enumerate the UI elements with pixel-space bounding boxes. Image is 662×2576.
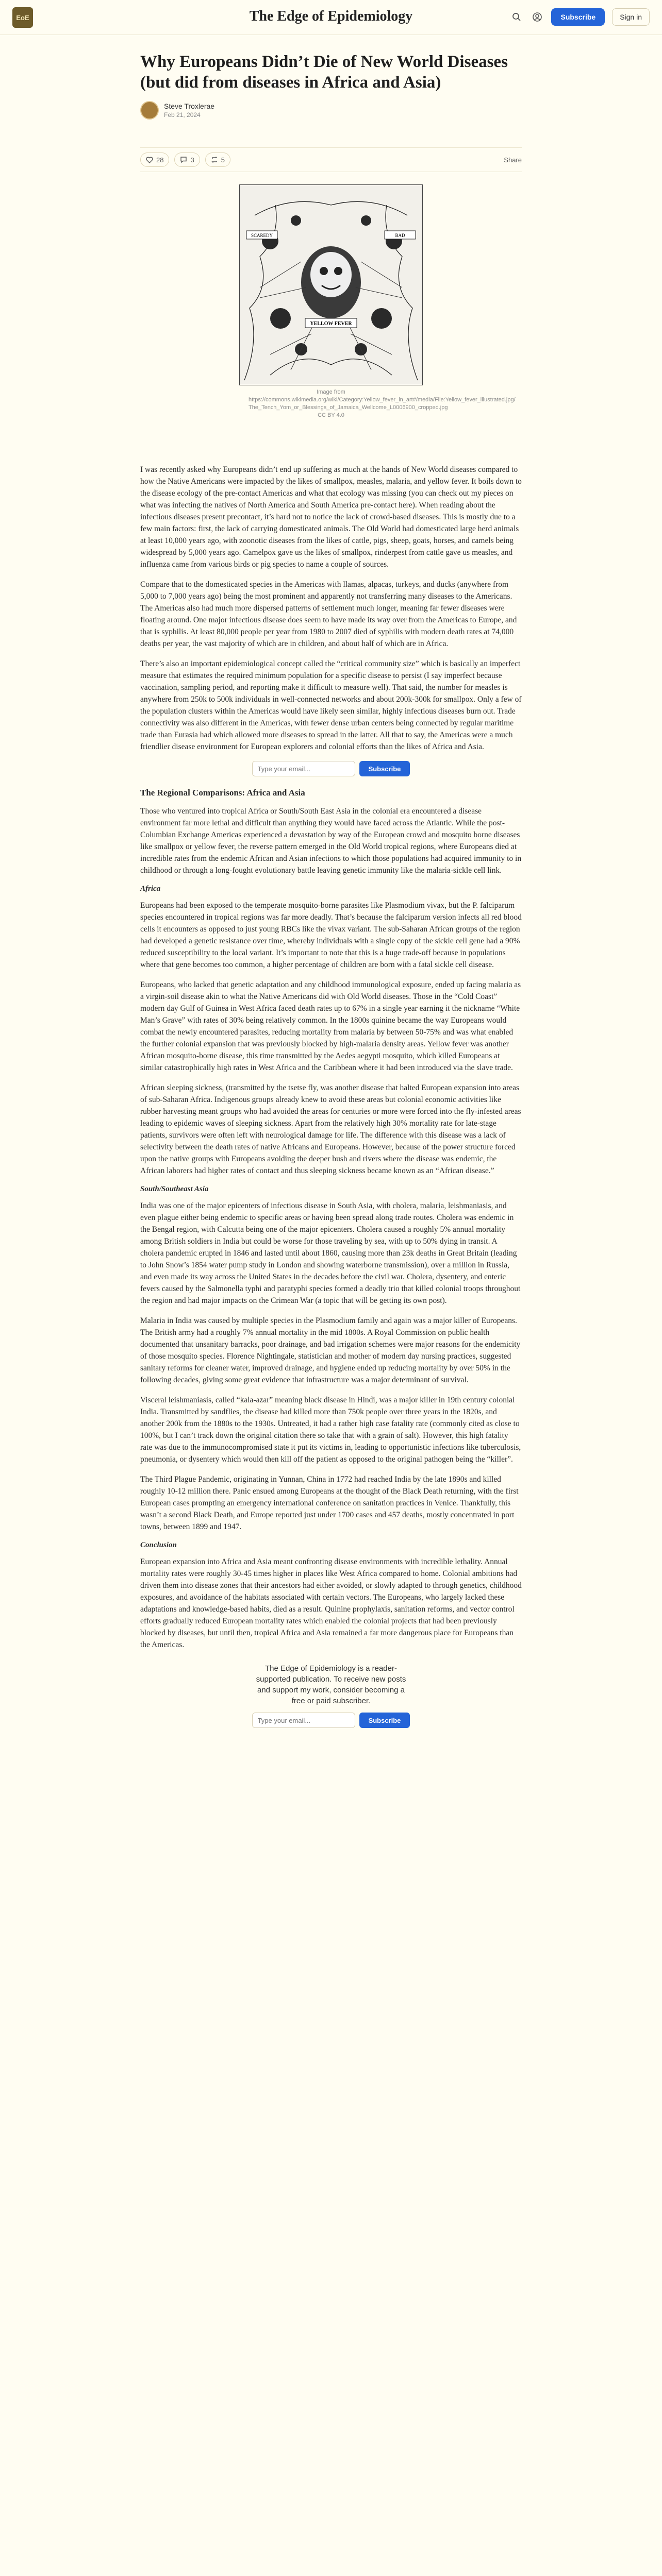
paragraph-4: Those who ventured into tropical Africa or South/South East Asia in the colonial era encountered a disease environment far more lethal and difficult than anything they would have faced across the Atlantic. While the post-Columbian Exchange Americas experienced a devastation by way of the European crowd and mosquito borne diseases like smallpox or yellow fever, the reverse pattern emerged in the Old World tropical regions, where Europeans died at incredible rates from the endemic African and Asian infections to which those populations had acquired immunity to in childhood or through a long-fought evolutionary battle leaving genetic immunity like the malaria-sickle cell link.	[140, 807, 522, 875]
sign-in-button[interactable]: Sign in	[612, 8, 650, 26]
heading-regional: The Regional Comparisons: Africa and Asia	[140, 788, 305, 798]
email-field[interactable]	[252, 761, 355, 776]
like-button[interactable]	[140, 152, 169, 167]
restack-icon	[211, 156, 218, 163]
paragraph-10: Visceral leishmaniasis, called “kala-azar” meaning black disease in Hindi, was a major killer in 19th century colonial India. Transmitted by sandflies, the disease had killed more than 750k people over three years in the 1820s, and another 200k from the 1880s to the 1930s. Untreated, it had a rather high case fatality rate (commonly cited as close to 100%, but I can’t track down the original citation there so take that with a grain of salt). However, this high fatality rate was due to the immunocompromised state it put its victims in, leading to opportunistic infections like tuberculosis, pneumonia, or dysentery which would then kill off the patient as opposed to the original pathogen being the “killer”.	[140, 1396, 521, 1464]
top-bar	[0, 0, 662, 35]
heading-africa: Africa	[140, 885, 161, 893]
publication-name[interactable]: The Edge of Epidemiology	[249, 8, 413, 24]
yellow-fever-illustration[interactable]	[239, 184, 423, 385]
top-actions	[510, 8, 650, 26]
label-left: SCAREDY	[251, 233, 273, 238]
paragraph-11: The Third Plague Pandemic, originating in Yunnan, China in 1772 had reached India by the late 1890s and killed roughly 10-12 million there. Panic ensued among Europeans at the thought of the Black Death returning, with the first European cases prompting an emergency international conference on sanitation practices in Venice. Thankfully, this wasn’t a second Black Death, and Europe reported just under 1700 cases and 457 deaths, mostly concentrated in port towns, between 1899 and 1947.	[140, 1475, 519, 1531]
inline-subscribe	[140, 761, 522, 776]
search-icon[interactable]	[510, 10, 523, 24]
paragraph-8: India was one of the major epicenters of infectious disease in South Asia, with cholera, malaria, leishmaniasis, and even plague either being endemic to specific areas or having been spread along trade routes. Cholera was endemic in the Bengal region, with Calcutta being one of the major epicenters. Cholera caused a roughly 5% annual mortality among British soldiers in India but could be worse for those traveling by sea, with up to 50% dying in transit. A cholera pandemic erupted in 1846 and lasted until about 1860, causing more than 23k deaths in Great Britain (leading to John Snow’s 1854 water pump study in London and showing waterborne transmission), over a million in Russia, and even made its way across the United States in the decades before the civil war. Cholera, dysentery, and enteric fevers caused by the Salmonella typhi and paratyphi species formed a deadly trio that killed colonial troops throughout the region and had major impacts on the Crimean War (a topic that will be getting its own post).	[140, 1201, 521, 1305]
cta-subscribe-button[interactable]: Subscribe	[359, 1713, 410, 1728]
paragraph-9: Malaria in India was caused by multiple species in the Plasmodium family and again was a major killer of Europeans. The British army had a roughly 7% annual mortality in the mid 1800s. A Royal Commission on public health documented that unsanitary barracks, poor drainage, and bad irrigation schemes were major reasons for the endemicity of those mosquito species. Florence Nightingale, statistician and mother of modern day nursing practices, suggested sanitary reforms for cleaner water, improved drainage, and hygiene ended up reducing mortality by over 50% in the following decades, giving some great evidence that infrastructure was a major determinant of survival.	[140, 1316, 521, 1384]
post-title: Why Europeans Didn’t Die of New World Diseases (but did from diseases in Africa and Asia)	[140, 53, 508, 92]
heading-south-asia: South/Southeast Asia	[140, 1185, 209, 1193]
cta-text: The Edge of Epidemiology is a reader-supported publication. To receive new posts and support my work, consider becoming a free or paid subscriber.	[256, 1664, 406, 1705]
account-icon[interactable]	[531, 10, 544, 24]
label-right: BAD	[395, 233, 405, 238]
image-caption: Image from https://commons.wikimedia.org/wiki/Category:Yellow_fever_in_art#/media/File:Yellow_fever_illustrated.jpg/ The_Tench_Yom_or_Blessings_of_Jamaica_Wellcome_L0006900_cropped.jpg CC BY 4.0	[249, 389, 516, 418]
post-body	[140, 464, 522, 1728]
paragraph-5: Europeans had been exposed to the temperate mosquito-borne parasites like Plasmodium vivax, but the P. falciparum species encountered in tropical regions was far more deadly. That’s because the falciparum version infects all red blood cells it encounters as opposed to just young RBCs like the vivax variant. The sub-Saharan African groups of the region had developed a genetic resistance over time, whereby individuals with a single copy of the sickle cell gene had a 90% reduced susceptibility to the local variant. It’s important to note that this is a huge trade-off because in populations where that gene becomes too common, a higher percentage of children are born with a fatal sickle cell disease.	[140, 901, 522, 969]
paragraph-6: Europeans, who lacked that genetic adaptation and any childhood immunological exposure, ended up facing malaria as a virgin-soil disease akin to what the Native Americans did with Old World diseases. Those in the “Cold Coast” modern day Gulf of Guinea in West Africa faced death rates up to 67% in a single year earning it the nickname “White Man’s Grave” with rates of 30% being relatively common. In the 1800s quinine became the way Europeans would combat the newly encountered parasites, reducing mortality from malaria by between 50-75% and was what enabled the further colonial expansion that was previously blocked by high-malaria density areas. Yellow fever was another African mosquito-borne disease, this time transmitted by the Aedes aegypti mosquito, which killed Europeans at similar catastrophically high rates in West Africa and the Caribbean where it had been introduced via the slave trade.	[140, 980, 521, 1072]
author-name[interactable]: Steve Troxlerae	[164, 102, 215, 110]
comment-button[interactable]	[174, 152, 200, 167]
paragraph-12: European expansion into Africa and Asia meant confronting disease environments with incredible lethality. Annual mortality rates were roughly 30-45 times higher in places like West Africa compared to home. Colonial ambitions had driven them into disease zones that their ancestors had either avoided, or slowly adapted to through genetics, childhood exposures, and avoidance of the habitats associated with certain vectors. The Europeans, who largely lacked these adaptations and knowledge-based habits, died as a result. Quinine prophylaxis, sanitation reforms, and vector control efforts gradually reduced European mortality rates which enabled the colonial projects that had been previously blocked by diseases, but until then, tropical Africa and Asia remained a far more dangerous place for Europeans than the Americas.	[140, 1557, 522, 1649]
comment-count: 3	[190, 156, 194, 164]
comment-icon	[180, 156, 187, 163]
subscribe-button[interactable]: Subscribe	[551, 8, 605, 26]
cta-email-field[interactable]	[252, 1713, 355, 1728]
byline	[140, 101, 522, 120]
share-button[interactable]: Share	[504, 156, 522, 164]
restack-count: 5	[221, 156, 225, 164]
paragraph-2: Compare that to the domesticated species in the Americas with llamas, alpacas, turkeys, and ducks (anywhere from 5,000 to 7,000 years ago) being the most prominent and apparently not transferring many diseases to the Americans. The Americas also had much more dispersed patterns of settlement much longer, meaning far fewer diseases were floating around. One major infectious disease does seem to have made its way over from the Americas to Europe, and that is syphilis. At least 80,000 people per year from 1980 to 2007 died of syphilis with modern death rates at 74,000 deaths per year, the vast majority of which are in children, and about half of which are in Africa.	[140, 580, 517, 648]
heart-icon	[146, 157, 153, 163]
post-date: Feb 21, 2024	[164, 111, 201, 118]
publication-logo[interactable]: EoE	[12, 7, 33, 28]
paragraph-1: I was recently asked why Europeans didn’t end up suffering as much at the hands of New World diseases compared to how the Native Americans were impacted by the likes of smallpox, measles, malaria, and yellow fever. It boils down to the disease ecology of the pre-contact Americas and what that ecology was missing (you can check out my pieces on what was infecting the natives of North America and South America pre-contact here). When reading about the infectious diseases present precontact, it’s hard not to notice the lack of crowd-based diseases. This is mostly due to a few main factors: first, the lack of carrying domesticated animals. The Old World had domesticated large herd animals at least 10,000 years ago, with zoonotic diseases from the likes of cattle, pigs, sheep, goats, horses, and camels being widespread by 5,000 years ago. Camelpox gave us the likes of smallpox, rinderpest from cattle gave us measles, and influenza came from various birds or pig species to name a couple of sources.	[140, 465, 522, 569]
heading-conclusion: Conclusion	[140, 1541, 177, 1549]
label-center: YELLOW FEVER	[310, 321, 352, 327]
like-count: 28	[156, 156, 164, 164]
inline-subscribe-button[interactable]: Subscribe	[359, 761, 410, 776]
paragraph-3: There’s also an important epidemiological concept called the “critical community size” which is basically an imperfect measure that estimates the required minimum population for a specific disease to persist (I say imperfect because vaccination, sampling period, and reporting make it difficult to measure well). That said, the number for measles is anywhere from 250k to 500k individuals in well-connected networks and about 200k-300k for smallpox. Only a few of the population clusters within the Americas would have likely seen similar, highly infectious diseases burn out. Trade connectivity was also different in the Americas, with fewer dense urban centers being connected by regular maritime trade than Eurasia had which allowed more diseases to spread in the latter. All that to say, the Americas were a much friendlier disease environment for European explorers and colonial efforts than the likes of Africa and Asia.	[140, 659, 522, 751]
paragraph-7: African sleeping sickness, (transmitted by the tsetse fly, was another disease that halted European expansion into areas of sub-Saharan Africa. Indigenous groups already knew to avoid these areas but colonial economic activities like rubber harvesting meant groups who had avoided the areas for centuries or more were forced into the fly-infested areas leading to epidemic waves of sleeping sickness. Apart from the relatively high 30% mortality rate for late-stage patients, survivors were often left with neurological damage for life. The difference with this disease was a lack of selectivity between the death rates of native Africans and Europeans. However, because of the power structure forced upon the native groups with Europeans avoiding the deeper bush and rivers where the disease was endemic, the African laborers had higher rates of contact and thus sleeping sickness became known as an “African disease.”	[140, 1083, 521, 1175]
restack-button[interactable]	[205, 152, 230, 167]
header-figure	[140, 184, 522, 419]
subscribe-cta	[140, 1663, 522, 1728]
author-avatar[interactable]	[140, 101, 159, 120]
post-actions-top	[140, 147, 522, 172]
